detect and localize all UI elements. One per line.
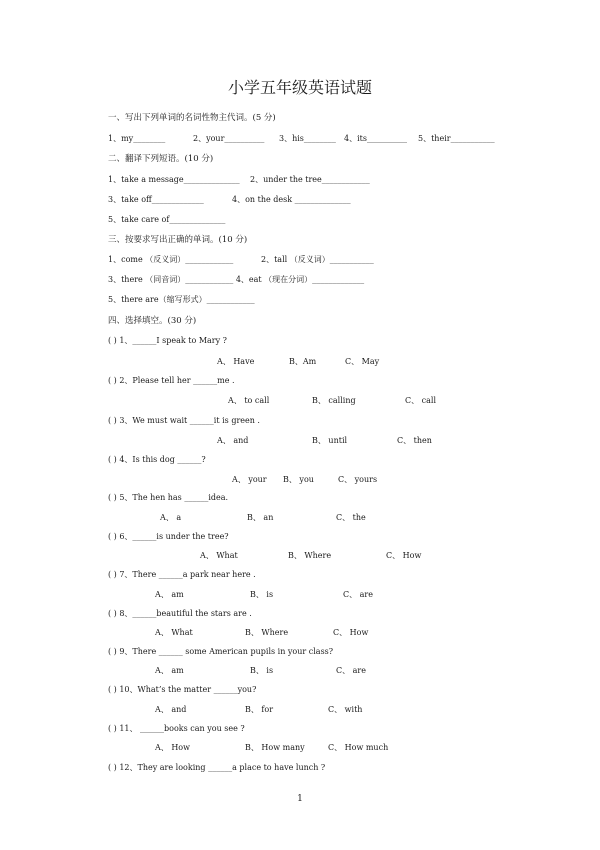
question-option: A、 am xyxy=(155,666,184,675)
section-2-item: 4、on the desk ______________ xyxy=(232,195,351,204)
question-stem: ( ) 2、Please tell her ______me . xyxy=(108,376,235,385)
question-stem: ( ) 12、They are looking ______a place to have lunch ? xyxy=(108,763,326,772)
question-option: A、 to call xyxy=(228,396,270,405)
question-option: C、 are xyxy=(343,590,373,599)
section-1-item: 2、your__________ xyxy=(193,134,265,143)
question-option: B、 Where xyxy=(245,628,289,637)
question-option: C、 May xyxy=(345,357,380,366)
question-stem: ( ) 6、______is under the tree? xyxy=(108,532,229,541)
question-option: B、 Where xyxy=(288,551,332,560)
question-option: A、 your xyxy=(232,475,267,484)
question-option: B、 is xyxy=(250,590,274,599)
question-option: B、 calling xyxy=(312,396,356,405)
section-2-item: 5、take care of______________ xyxy=(108,215,226,224)
question-stem: ( ) 7、There ______a park near here . xyxy=(108,570,256,579)
question-stem: ( ) 9、There ______ some American pupils in your class? xyxy=(108,647,334,656)
question-option: C、 the xyxy=(336,513,366,522)
question-option: C、 How xyxy=(333,628,369,637)
question-stem: ( ) 5、The hen has ______idea. xyxy=(108,493,229,502)
question-option: B、 is xyxy=(250,666,274,675)
question-option: A、 a xyxy=(160,513,182,522)
question-stem: ( ) 4、Is this dog ______? xyxy=(108,455,206,464)
question-option: B、 for xyxy=(245,705,274,714)
question-option: C、 with xyxy=(328,705,363,714)
question-option: A、 What xyxy=(200,551,238,560)
question-stem: ( ) 1、______I speak to Mary ? xyxy=(108,336,227,345)
question-stem: ( ) 3、We must wait ______it is green . xyxy=(108,416,260,425)
question-option: C、 yours xyxy=(338,475,378,484)
section-2-heading: 二、翻译下列短语。(10 分) xyxy=(108,154,214,164)
question-option: C、 then xyxy=(397,436,432,445)
question-option: A、 am xyxy=(155,590,184,599)
section-3-item: 5、there are（缩写形式）____________ xyxy=(108,295,255,304)
question-option: A、 and xyxy=(217,436,249,445)
question-stem: ( ) 11、 ______books can you see ? xyxy=(108,724,245,733)
section-3-heading: 三、按要求写出正确的单词。(10 分) xyxy=(108,235,248,245)
question-option: B、 until xyxy=(312,436,348,445)
section-1-heading: 一、写出下列单词的名词性物主代词。(5 分) xyxy=(108,113,276,123)
question-option: B、Am xyxy=(289,357,317,366)
page-title: 小学五年级英语试题 xyxy=(227,78,372,97)
question-option: C、 How xyxy=(386,551,422,560)
question-option: B、 you xyxy=(283,475,314,484)
section-1-item: 4、its__________ xyxy=(344,134,407,143)
page-number: 1 xyxy=(297,794,303,804)
question-option: B、 an xyxy=(247,513,274,522)
question-option: C、 call xyxy=(405,396,437,405)
section-1-item: 5、their___________ xyxy=(418,134,495,143)
section-3-item: 2、tall （反义词）___________ xyxy=(261,255,374,264)
question-option: C、 How much xyxy=(328,743,389,752)
section-2-item: 3、take off_____________ xyxy=(108,195,204,204)
question-option: A、 and xyxy=(155,705,187,714)
section-3-item: 1、come （反义词）____________ xyxy=(108,255,234,264)
question-option: A、 How xyxy=(155,743,190,752)
section-3-item: 3、there （同音词）____________ 4、eat （现在分词）_____________ xyxy=(108,275,365,284)
section-4-heading: 四、选择填空。(30 分) xyxy=(108,316,197,326)
question-stem: ( ) 10、What’s the matter ______you? xyxy=(108,685,257,694)
question-option: B、 How many xyxy=(245,743,305,752)
section-1-item: 1、my________ xyxy=(108,134,166,143)
question-option: C、 are xyxy=(336,666,366,675)
question-stem: ( ) 8、______beautiful the stars are . xyxy=(108,609,252,618)
question-option: A、 Have xyxy=(217,357,255,366)
section-2-item: 1、take a message______________ xyxy=(108,175,240,184)
section-1-item: 3、his________ xyxy=(279,134,336,143)
section-2-item: 2、under the tree____________ xyxy=(250,175,370,184)
question-option: A、 What xyxy=(155,628,193,637)
